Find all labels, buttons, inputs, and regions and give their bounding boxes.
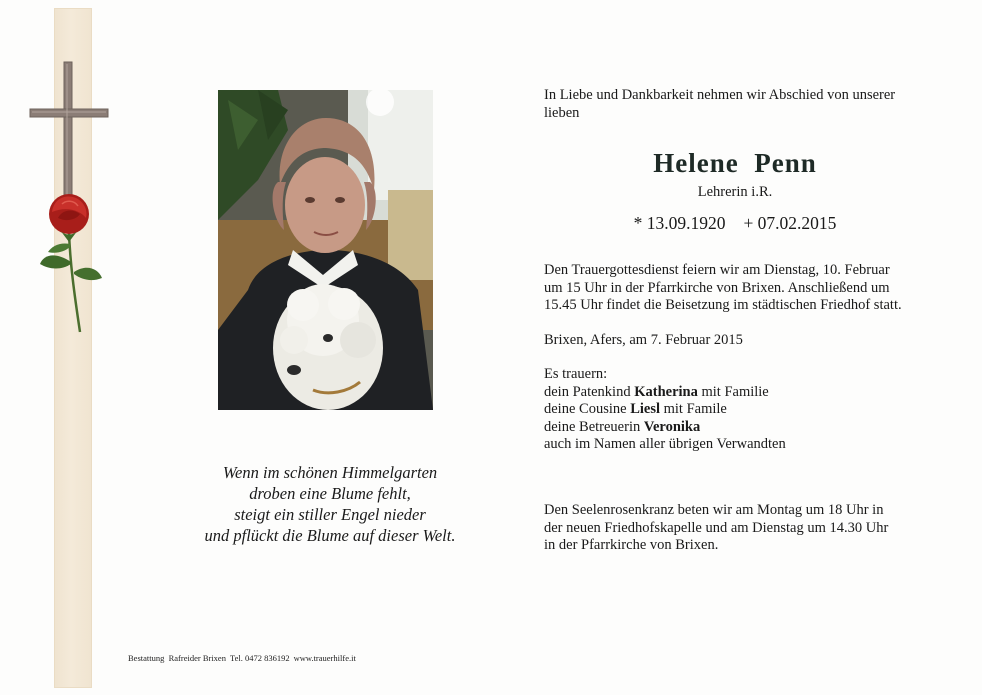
mourners-list <box>544 366 944 454</box>
intro-line: In Liebe und Dankbarkeit nehmen wir Abschied von unserer <box>544 87 896 103</box>
life-dates <box>600 213 870 234</box>
memorial-verse <box>180 462 480 546</box>
place-and-date: Brixen, Afers, am 7. Februar 2015 <box>544 332 743 348</box>
footer-company: Bestattung Rafreider Brixen <box>128 653 226 663</box>
service-line: um 15 Uhr in der Pfarrkirche von Brixen. Anschließend um <box>544 279 890 296</box>
death-date: + 07.02.2015 <box>743 213 837 233</box>
mourner-name: Liesl <box>630 401 660 417</box>
deceased-profession: Lehrerin i.R. <box>697 184 773 200</box>
mourner-row <box>544 419 944 437</box>
mourner-suffix: mit Familie <box>697 383 769 400</box>
service-line: 15.45 Uhr findet die Beisetzung im städtischen Friedhof statt. <box>544 297 902 313</box>
funeral-home-footer <box>128 653 356 663</box>
rosary-line: der neuen Friedhofskapelle und am Dienstag um 14.30 Uhr <box>544 519 889 536</box>
mourners-closing: auch im Namen aller übrigen Verwandten <box>544 436 786 452</box>
verse-line: und pflückt die Blume auf dieser Welt. <box>204 526 456 545</box>
deceased-name: Helene Penn <box>653 148 817 178</box>
mourner-relation: deine Betreuerin <box>544 418 644 435</box>
verse-line: steigt ein stiller Engel nieder <box>234 505 426 524</box>
rosary-line: in der Pfarrkirche von Brixen. <box>544 537 719 553</box>
rosary-line: Den Seelenrosenkranz beten wir am Montag um 18 Uhr in <box>544 502 884 518</box>
portrait-photo <box>218 90 433 410</box>
cross-icon <box>28 60 110 200</box>
footer-website: www.trauerhilfe.it <box>293 653 356 663</box>
mourner-suffix: mit Famile <box>660 401 727 417</box>
mourner-name: Veronika <box>643 418 701 435</box>
mourner-row <box>544 384 944 402</box>
mourner-relation: deine Cousine <box>544 401 631 417</box>
rosary-text <box>544 502 944 555</box>
service-line: Den Trauergottesdienst feiern wir am Dienstag, 10. Februar <box>544 262 890 278</box>
mourners-heading: Es trauern: <box>544 366 608 382</box>
mourner-relation: dein Patenkind <box>544 383 635 400</box>
verse-line: droben eine Blume fehlt, <box>249 484 411 503</box>
birth-date: * 13.09.1920 <box>633 213 726 233</box>
intro-line: lieben <box>544 105 580 121</box>
verse-line: Wenn im schönen Himmelgarten <box>222 463 438 482</box>
intro-text <box>544 86 934 122</box>
rose-icon <box>36 192 106 337</box>
footer-phone: Tel. 0472 836192 <box>229 653 290 663</box>
mourner-name: Katherina <box>634 383 698 400</box>
mourner-row <box>544 401 944 419</box>
funeral-service-text <box>544 262 944 315</box>
